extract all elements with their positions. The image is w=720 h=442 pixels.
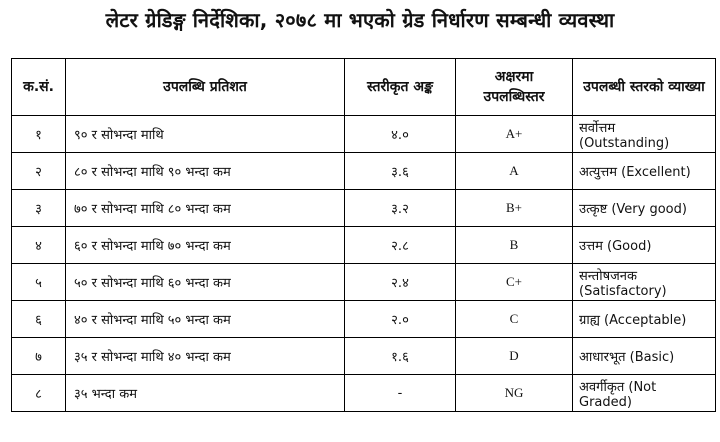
table-row: [12, 116, 716, 153]
cell-desc: उत्तम (Good): [573, 227, 716, 264]
cell-desc: आधारभूत (Basic): [573, 338, 716, 375]
cell-gpa: २.०: [345, 301, 456, 338]
cell-gpa: १.६: [345, 338, 456, 375]
cell-letter: B+: [456, 190, 573, 227]
cell-letter: B: [456, 227, 573, 264]
cell-gpa: २.८: [345, 227, 456, 264]
table-row: [12, 264, 716, 301]
header-gpa: स्तरीकृत अङ्क: [345, 59, 456, 116]
cell-letter: NG: [456, 375, 573, 412]
cell-sn: ५: [12, 264, 66, 301]
cell-letter: C: [456, 301, 573, 338]
page-title: लेटर ग्रेडिङ्ग निर्देशिका, २०७८ मा भएको ग्रेड निर्धारण सम्बन्धी व्यवस्था: [105, 8, 615, 32]
cell-sn: ३: [12, 190, 66, 227]
header-desc: उपलब्धी स्तरको व्याख्या: [573, 59, 716, 116]
cell-percent: ५० र सोभन्दा माथि ६० भन्दा कम: [66, 264, 345, 301]
cell-sn: ६: [12, 301, 66, 338]
cell-letter: C+: [456, 264, 573, 301]
cell-sn: ८: [12, 375, 66, 412]
cell-desc: अवर्गीकृत (Not Graded): [573, 375, 716, 412]
table-header-row: [12, 59, 716, 116]
cell-percent: ३५ र सोभन्दा माथि ४० भन्दा कम: [66, 338, 345, 375]
table-row: [12, 338, 716, 375]
cell-sn: ७: [12, 338, 66, 375]
cell-desc: उत्कृष्ट (Very good): [573, 190, 716, 227]
cell-percent: ९० र सोभन्दा माथि: [66, 116, 345, 153]
table-row: [12, 375, 716, 412]
cell-percent: ४० र सोभन्दा माथि ५० भन्दा कम: [66, 301, 345, 338]
table-row: [12, 227, 716, 264]
cell-gpa: -: [345, 375, 456, 412]
cell-percent: ७० र सोभन्दा माथि ८० भन्दा कम: [66, 190, 345, 227]
header-sn: क.सं.: [12, 59, 66, 116]
cell-desc: अत्युत्तम (Excellent): [573, 153, 716, 190]
header-percent: उपलब्धि प्रतिशत: [66, 59, 345, 116]
cell-desc: ग्राह्य (Acceptable): [573, 301, 716, 338]
cell-gpa: ३.६: [345, 153, 456, 190]
cell-letter: A+: [456, 116, 573, 153]
cell-letter: A: [456, 153, 573, 190]
table-row: [12, 153, 716, 190]
cell-gpa: २.४: [345, 264, 456, 301]
table-row: [12, 190, 716, 227]
cell-letter: D: [456, 338, 573, 375]
cell-gpa: ४.०: [345, 116, 456, 153]
table-row: [12, 301, 716, 338]
cell-sn: ४: [12, 227, 66, 264]
cell-percent: ३५ भन्दा कम: [66, 375, 345, 412]
cell-percent: ८० र सोभन्दा माथि ९० भन्दा कम: [66, 153, 345, 190]
grade-table: [11, 58, 716, 412]
cell-sn: १: [12, 116, 66, 153]
cell-percent: ६० र सोभन्दा माथि ७० भन्दा कम: [66, 227, 345, 264]
header-letter: अक्षरमा उपलब्धिस्तर: [456, 59, 573, 116]
cell-desc: सर्वोत्तम (Outstanding): [573, 116, 716, 153]
cell-sn: २: [12, 153, 66, 190]
cell-desc: सन्तोषजनक (Satisfactory): [573, 264, 716, 301]
cell-gpa: ३.२: [345, 190, 456, 227]
